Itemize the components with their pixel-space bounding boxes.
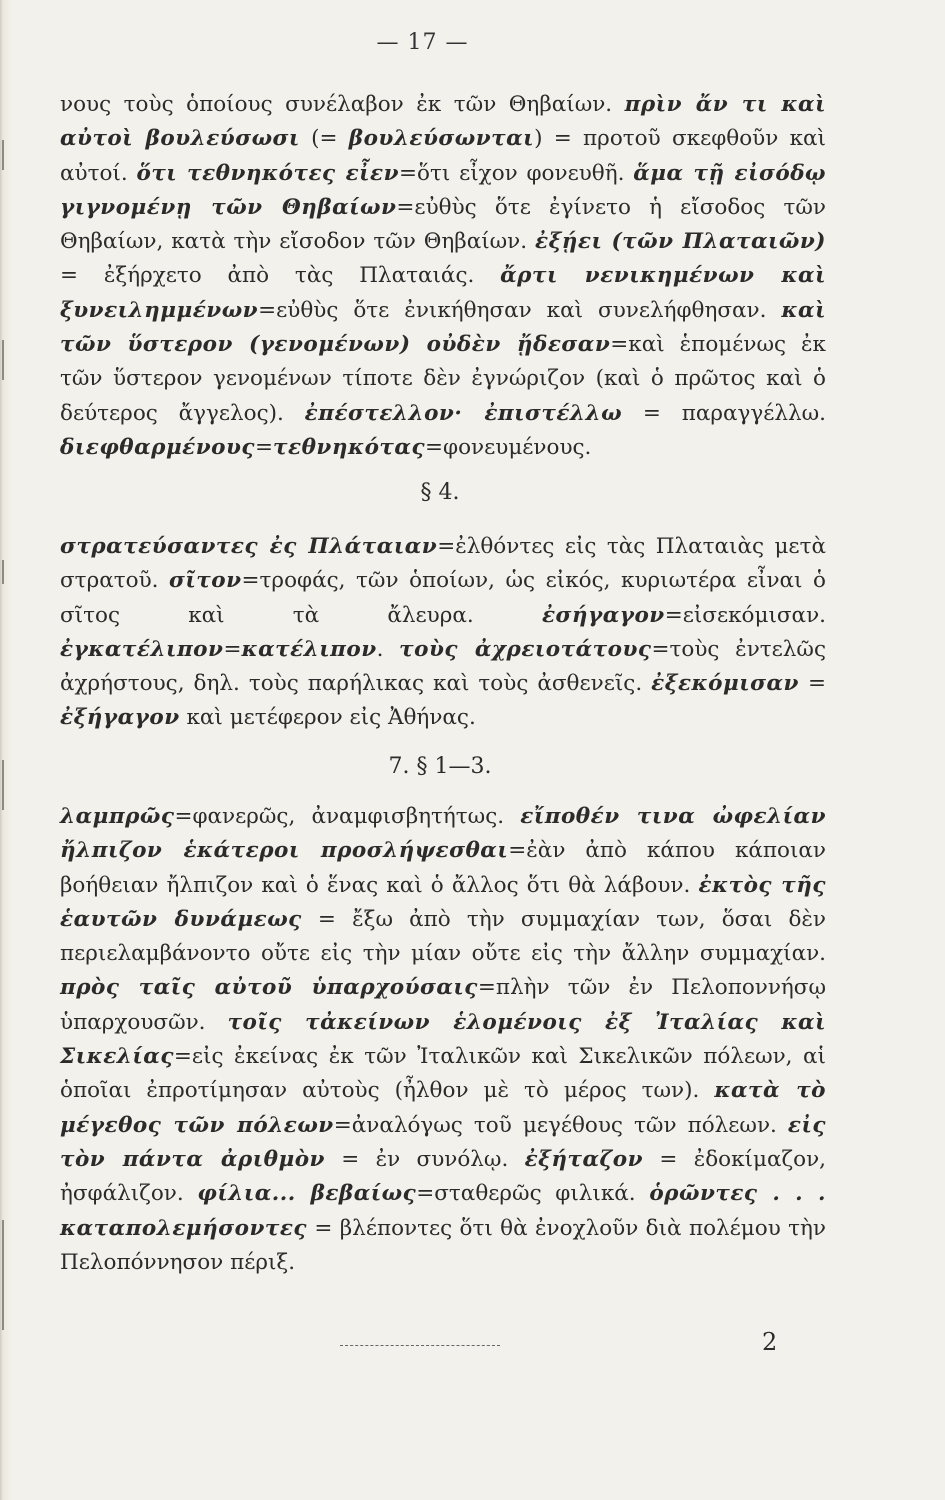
glossary-term: ἐπέστελλον· ἐπιστέλλω — [304, 400, 623, 426]
glossary-definition: =πλὴν τῶν ἐν Πελοποννήσῳ ὑπαρχουσῶν. — [60, 975, 826, 1035]
glossary-definition: =ἐὰν ἀπὸ κάπου κάποιαν βοήθειαν ἤλπιζον καὶ ὁ ἕνας καὶ ὁ ἄλλος ὅτι θὰ λάβουν. — [60, 838, 826, 898]
glossary-term: εἰς τὸν πάντα ἀριθμὸν — [60, 1112, 826, 1172]
glossary-term: ἐξήταζον — [524, 1146, 644, 1172]
glossary-term: τεθνηκότας — [273, 434, 426, 460]
printer-signature-mark: 2 — [762, 1328, 778, 1356]
glossary-definition: =τροφάς, τῶν ὁποίων, ὡς εἰκός, κυριωτέρα εἶναι ὁ σῖτος καὶ τὰ ἄλευρα. — [60, 568, 826, 628]
section-heading-4: § 4. — [420, 480, 460, 505]
glossary-term: βουλεύσωνται — [348, 126, 535, 152]
glossary-term: καὶ τῶν ὕστερον (γενομένων) οὐδὲν ᾔδεσαν — [60, 297, 826, 358]
glossary-definition: =εἰσεκόμισαν. — [664, 602, 826, 628]
glossary-definition: = ἐν συνόλῳ. — [324, 1146, 525, 1172]
glossary-definition: =εἰς ἐκείνας ἐκ τῶν Ἰταλικῶν καὶ Σικελικῶν πόλεων, αἱ ὁποῖαι ἐπροτίμησαν αὐτοὺς (ἦλθον μὲ τὸ μέρος των). — [60, 1044, 826, 1104]
paragraph-text — [60, 88, 826, 465]
gutter-mark — [2, 340, 4, 380]
glossary-term: ἐξῄει (τῶν Πλαταιῶν) — [535, 229, 826, 255]
paragraph-text — [60, 800, 826, 1280]
glossary-definition: =καὶ ἑπομένως ἐκ τῶν ὕστερον γενομένων τίποτε δὲν ἐγνώριζον (καὶ ὁ πρῶτος καὶ ὁ δεύτερος ἄγγελος). — [60, 332, 826, 426]
gutter-mark — [2, 1220, 4, 1330]
glossary-term: ἐγκατέλιπον — [60, 636, 224, 662]
glossary-definition: =σταθερῶς φιλικά. — [416, 1181, 650, 1207]
glossary-definition: = — [255, 434, 274, 460]
glossary-definition: =ἐλθόντες εἰς τὰς Πλαταιὰς μετὰ στρατοῦ. — [60, 534, 826, 594]
glossary-term: ἐξεκόμισαν — [651, 671, 799, 697]
paragraph-glossary-2 — [60, 530, 826, 736]
glossary-definition: νους τοὺς ὁποίους συνέλαβον ἐκ τῶν Θηβαίων. — [60, 92, 625, 117]
glossary-term: πρὸς ταῖς αὐτοῦ ὑπαρχούσαις — [60, 975, 478, 1001]
glossary-definition: = — [798, 671, 826, 697]
glossary-term: ὁρῶντες . . . καταπολεμήσοντες — [60, 1181, 826, 1241]
glossary-definition: =φονευμένους. — [425, 434, 592, 460]
paragraph-glossary-1 — [60, 88, 826, 465]
glossary-definition: =ἀναλόγως τοῦ μεγέθους τῶν πόλεων. — [333, 1112, 788, 1138]
glossary-definition: = παραγγέλλω. — [622, 400, 826, 426]
glossary-definition: =εὐθὺς ὅτε ἐνικήθησαν καὶ συνελήφθησαν. — [258, 297, 782, 323]
glossary-definition: =ὅτι εἶχον φονευθῆ. — [399, 160, 634, 186]
section-heading-7: 7. § 1—3. — [388, 754, 492, 779]
glossary-term: ἐξήγαγον — [60, 705, 180, 731]
glossary-term: στρατεύσαντες ἐς Πλάταιαν — [60, 534, 438, 559]
glossary-term: ἅμα τῇ εἰσόδῳ γιγνομένῃ τῶν Θηβαίων — [60, 160, 827, 220]
glossary-definition: =τοὺς ἐντελῶς ἀχρήστους, δηλ. τοὺς παρήλικας καὶ τοὺς ἀσθενεῖς. — [60, 636, 826, 697]
glossary-term: κατὰ τὸ μέγεθος τῶν πόλεων — [60, 1078, 826, 1138]
glossary-term: εἴποθέν τινα ὠφελίαν ἤλπιζον ἑκάτεροι προσλήψεσθαι — [60, 804, 826, 864]
glossary-term: ἐσήγαγον — [541, 602, 665, 628]
page-number: — 17 — — [376, 30, 469, 55]
glossary-term: κατέλιπον — [241, 636, 377, 662]
glossary-term: σῖτον — [169, 568, 242, 594]
glossary-term: ἄρτι νενικημένων καὶ ξυνειλημμένων — [60, 263, 826, 323]
paragraph-glossary-3 — [60, 800, 826, 1280]
glossary-definition: = ἐξήρχετο ἀπὸ τὰς Πλαταιάς. — [60, 263, 501, 289]
glossary-term: φίλια... βεβαίως — [197, 1181, 417, 1207]
glossary-definition: =εὐθὺς ὅτε ἐγίνετο ἡ εἴσοδος τῶν Θηβαίων, κατὰ τὴν εἴσοδον τῶν Θηβαίων. — [60, 194, 826, 255]
glossary-term: διεφθαρμένους — [60, 434, 256, 460]
glossary-term: τοὺς ἀχρειοτάτους — [399, 636, 652, 662]
glossary-definition: = ἐδοκίμαζον, ἠσφάλιζον. — [60, 1146, 826, 1207]
glossary-definition: . — [376, 636, 400, 662]
glossary-term: τοῖς τἀκείνων ἑλομένοις ἐξ Ἰταλίας καὶ Σικελίας — [60, 1009, 826, 1070]
glossary-definition: =φανερῶς, ἀναμφισβητήτως. — [174, 804, 521, 829]
glossary-term: λαμπρῶς — [60, 804, 175, 829]
glossary-definition: καὶ μετέφερον εἰς Ἀθήνας. — [179, 705, 476, 731]
glossary-definition: ) = προτοῦ σκεφθοῦν καὶ αὐτοί. — [60, 126, 826, 186]
glossary-term: ἐκτὸς τῆς ἑαυτῶν δυνάμεως — [60, 872, 826, 932]
glossary-definition: = — [223, 636, 242, 662]
decorative-wavy-rule — [340, 1345, 500, 1352]
glossary-definition: = ἔξω ἀπὸ τὴν συμμαχίαν των, ὅσαι δὲν περιελαμβάνοντο οὔτε εἰς τὴν μίαν οὔτε εἰς τὴν ἄλλην συμμαχίαν. — [60, 906, 827, 967]
paragraph-text — [60, 530, 826, 736]
gutter-mark — [2, 560, 4, 584]
glossary-term: πρὶν ἄν τι καὶ αὐτοὶ βουλεύσωσι — [60, 92, 826, 152]
glossary-definition: = βλέποντες ὅτι θὰ ἐνοχλοῦν διὰ πολέμου τὴν Πελοπόννησον πέριξ. — [60, 1215, 826, 1275]
gutter-mark — [2, 140, 4, 170]
glossary-definition: (= — [299, 126, 349, 152]
glossary-term: ὅτι τεθνηκότες εἶεν — [136, 160, 400, 186]
